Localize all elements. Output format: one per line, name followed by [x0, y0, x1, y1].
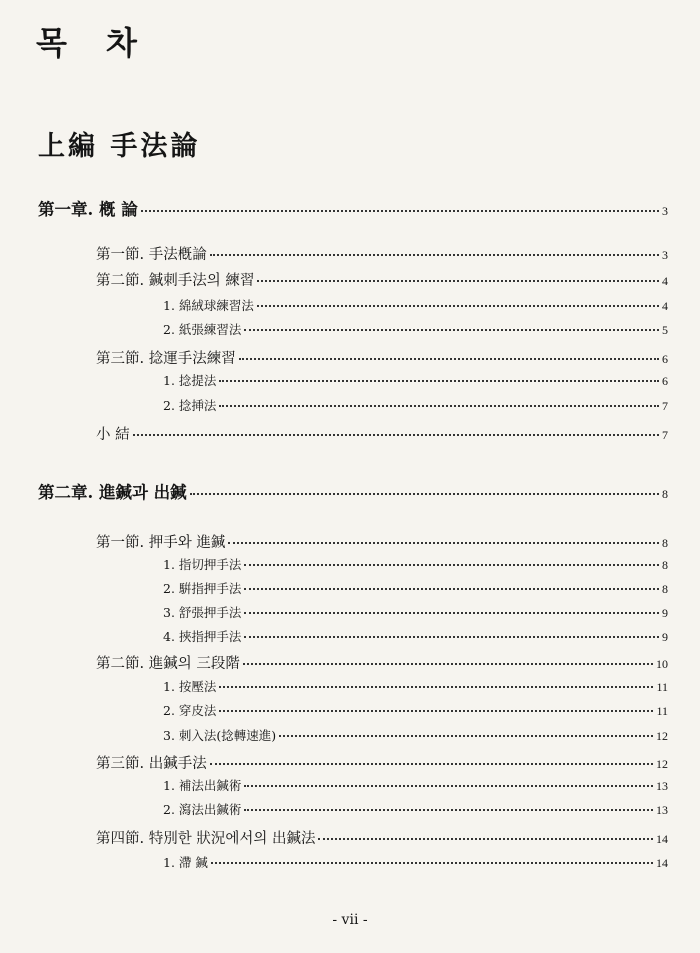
toc-entry-page: 8 [662, 558, 668, 572]
toc-entry-item [163, 603, 668, 621]
toc-entry-title: 1. 捻提法 [163, 373, 217, 388]
dot-leader [219, 405, 659, 407]
toc-entry-title: 第三節. 捻運手法練習 [96, 351, 236, 367]
toc-entry-item [163, 776, 668, 794]
dot-leader [210, 763, 653, 765]
dot-leader [279, 735, 653, 737]
toc-entry-page: 9 [662, 606, 668, 620]
toc-entry-section [96, 269, 668, 290]
dot-leader [219, 686, 653, 688]
part-title: 上編 手法論 [38, 131, 201, 162]
toc-entry-item [163, 371, 668, 389]
toc-entry-title: 2. 騈指押手法 [163, 581, 242, 596]
dot-leader [257, 280, 659, 282]
toc-entry-title: 第一節. 手法槪論 [96, 247, 207, 263]
toc-entry-item [163, 296, 668, 314]
toc-entry-page: 8 [662, 487, 668, 501]
dot-leader [219, 380, 659, 382]
toc-entry-page: 8 [662, 536, 668, 550]
dot-leader [244, 785, 653, 787]
toc-entry-title: 第二節. 鍼刺手法의 練習 [96, 273, 255, 289]
toc-entry-page: 3 [662, 204, 668, 218]
toc-entry-title: 第一節. 押手와 進鍼 [96, 535, 226, 551]
dot-leader [257, 305, 659, 307]
toc-entry-page: 13 [656, 803, 668, 817]
toc-entry-title: 第一章. 槪 論 [38, 200, 138, 219]
toc-entry-item [163, 627, 668, 645]
toc-entry-title: 2. 穿皮法 [163, 703, 217, 718]
dot-leader [318, 838, 653, 840]
toc-entry-item [163, 726, 668, 744]
toc-entry-page: 10 [656, 657, 668, 671]
toc-entry-page: 9 [662, 630, 668, 644]
toc-entry-page: 14 [656, 856, 668, 870]
toc-entry-page: 11 [656, 704, 668, 718]
toc-entry-item [163, 701, 668, 719]
toc-entry-page: 11 [656, 680, 668, 694]
toc-entry-page: 6 [662, 352, 668, 366]
toc-entry-item [163, 853, 668, 871]
toc-entry-title: 第二節. 進鍼의 三段階 [96, 656, 240, 672]
toc-entry-page: 4 [662, 299, 668, 313]
dot-leader [244, 809, 653, 811]
toc-entry-title: 3. 刺入法(捻轉速進) [163, 728, 277, 743]
toc-entry-section [96, 531, 668, 552]
toc-entry-item [163, 677, 668, 695]
toc-entry-title: 第二章. 進鍼과 出鍼 [38, 483, 187, 502]
toc-entry-section [96, 827, 668, 848]
dot-leader [244, 588, 659, 590]
toc-entry-item [163, 320, 668, 338]
toc-entry-title: 第四節. 特別한 狀況에서의 出鍼法 [96, 831, 316, 847]
toc-entry-title: 3. 舒張押手法 [163, 605, 242, 620]
toc-entry-page: 7 [662, 428, 668, 442]
toc-entry-item [163, 396, 668, 414]
toc-entry-title: 2. 紙張練習法 [163, 322, 242, 337]
toc-entry-section [96, 243, 668, 264]
toc-entry-section [96, 752, 668, 773]
toc-entry-chapter [38, 479, 668, 503]
toc-entry-title: 1. 滯 鍼 [163, 855, 208, 870]
toc-entry-title: 第三節. 出鍼手法 [96, 756, 207, 772]
toc-entry-page: 13 [656, 779, 668, 793]
toc-entry-title: 1. 按壓法 [163, 679, 217, 694]
toc-entry-item [163, 555, 668, 573]
page-title: 목 차 [36, 24, 151, 62]
toc-entry-title: 小 結 [96, 427, 130, 443]
toc-entry-chapter [38, 196, 668, 220]
dot-leader [228, 542, 659, 544]
toc-entry-title: 1. 補法出鍼術 [163, 778, 242, 793]
toc-entry-title: 1. 綿絨球練習法 [163, 298, 254, 313]
toc-entry-item [163, 800, 668, 818]
toc-entry-section [96, 652, 668, 673]
toc-entry-page: 3 [662, 248, 668, 262]
toc-entry-page: 6 [662, 374, 668, 388]
dot-leader [141, 210, 659, 212]
page-number-footer: - vii - [332, 912, 368, 928]
toc-entry-title: 1. 指切押手法 [163, 557, 242, 572]
dot-leader [210, 254, 659, 256]
toc-entry-page: 12 [656, 757, 668, 771]
dot-leader [244, 636, 659, 638]
dot-leader [219, 710, 653, 712]
dot-leader [243, 663, 653, 665]
toc-entry-page: 12 [656, 729, 668, 743]
toc-entry-section [96, 423, 668, 444]
toc-entry-page: 4 [662, 274, 668, 288]
toc-entry-title: 2. 瀉法出鍼術 [163, 802, 242, 817]
dot-leader [211, 862, 653, 864]
dot-leader [244, 564, 659, 566]
toc-entry-page: 7 [662, 399, 668, 413]
toc-entry-title: 2. 捻挿法 [163, 398, 217, 413]
dot-leader [244, 612, 659, 614]
toc-entry-page: 5 [662, 323, 668, 337]
toc-entry-page: 8 [662, 582, 668, 596]
dot-leader [190, 493, 659, 495]
toc-entry-page: 14 [656, 832, 668, 846]
toc-entry-section [96, 347, 668, 368]
dot-leader [244, 329, 659, 331]
dot-leader [239, 358, 659, 360]
toc-entry-item [163, 579, 668, 597]
toc-entry-title: 4. 挾指押手法 [163, 629, 242, 644]
dot-leader [133, 434, 659, 436]
